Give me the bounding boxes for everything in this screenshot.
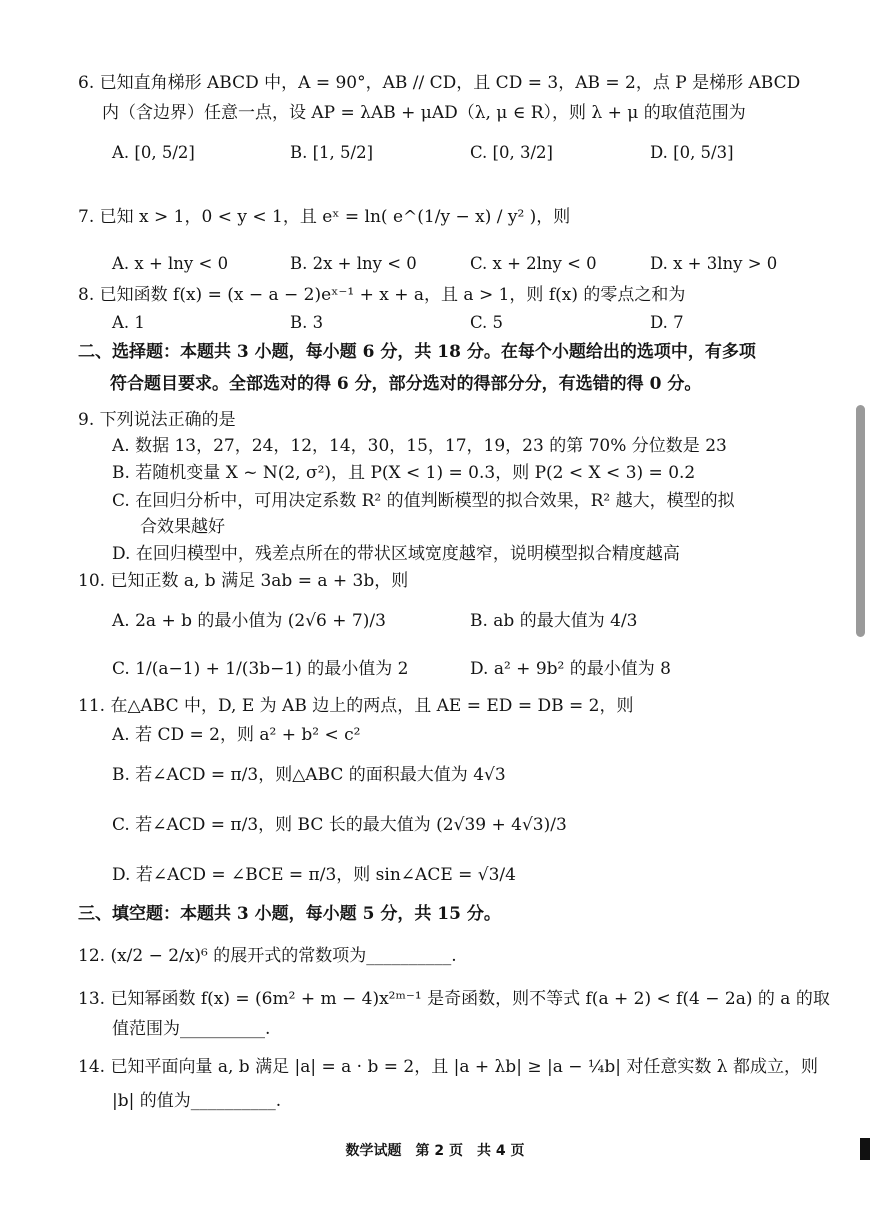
q10-option-d: D. a² + 9b² 的最小值为 8	[470, 659, 671, 679]
q6-line1: 6. 已知直角梯形 ABCD 中，A = 90°，AB // CD，且 CD = 3，AB = 2，点 P 是梯形 ABCD	[78, 73, 801, 93]
q6-option-a: A. [0, 5/2]	[112, 143, 195, 162]
q9-option-b: B. 若随机变量 X ~ N(2, σ²)，且 P(X < 1) = 0.3，则 P(2 < X < 3) = 0.2	[112, 463, 696, 483]
corner-mark	[860, 1138, 870, 1160]
q14-line2: |b| 的值为__________.	[112, 1091, 282, 1111]
q14-line1: 14. 已知平面向量 a, b 满足 |a| = a · b = 2，且 |a + λb| ≥ |a − ¼b| 对任意实数 λ 都成立，则	[78, 1057, 818, 1077]
q7-option-b: B. 2x + lny < 0	[290, 254, 417, 273]
q7-option-a: A. x + lny < 0	[112, 254, 229, 273]
q9-option-c-line1: C. 在回归分析中，可用决定系数 R² 的值判断模型的拟合效果，R² 越大，模型的拟	[112, 491, 735, 511]
q12-line1: 12. (x/2 − 2/x)⁶ 的展开式的常数项为__________.	[78, 946, 457, 966]
q11-option-b: B. 若∠ACD = π/3，则△ABC 的面积最大值为 4√3	[112, 765, 506, 785]
q10-stem: 10. 已知正数 a, b 满足 3ab = a + 3b，则	[78, 571, 409, 591]
page-footer: 数学试题 第 2 页 共 4 页	[345, 1143, 525, 1159]
q10-option-b: B. ab 的最大值为 4/3	[470, 611, 638, 631]
q9-option-d: D. 在回归模型中，残差点所在的带状区域宽度越窄，说明模型拟合精度越高	[112, 544, 680, 564]
q6-option-d: D. [0, 5/3]	[650, 143, 734, 162]
q6-line2: 内（含边界）任意一点，设 AP = λAB + μAD（λ, μ ∈ R），则 λ + μ 的取值范围为	[102, 103, 746, 123]
q8-line1: 8. 已知函数 f(x) = (x − a − 2)eˣ⁻¹ + x + a，且 a > 1，则 f(x) 的零点之和为	[78, 285, 686, 305]
q8-option-a: A. 1	[112, 313, 145, 332]
q11-stem: 11. 在△ABC 中，D, E 为 AB 边上的两点，且 AE = ED = DB = 2，则	[78, 696, 634, 716]
section2-heading-line1: 二、选择题：本题共 3 小题，每小题 6 分，共 18 分。在每个小题给出的选项中，有多项	[78, 342, 756, 362]
q6-option-b: B. [1, 5/2]	[290, 143, 374, 162]
q13-line1: 13. 已知幂函数 f(x) = (6m² + m − 4)x²ᵐ⁻¹ 是奇函数，则不等式 f(a + 2) < f(4 − 2a) 的 a 的取	[78, 989, 830, 1009]
q8-option-c: C. 5	[470, 313, 504, 332]
q7-option-d: D. x + 3lny > 0	[650, 254, 778, 273]
q7-option-c: C. x + 2lny < 0	[470, 254, 597, 273]
q13-line2: 值范围为__________.	[112, 1019, 271, 1039]
q9-option-a: A. 数据 13，27，24，12，14，30，15，17，19，23 的第 70% 分位数是 23	[112, 436, 727, 456]
q7-line1: 7. 已知 x > 1，0 < y < 1，且 eˣ = ln( e^(1/y − x) / y² )，则	[78, 207, 571, 227]
section2-heading-line2: 符合题目要求。全部选对的得 6 分，部分选对的得部分分，有选错的得 0 分。	[110, 374, 702, 394]
q10-option-c: C. 1/(a−1) + 1/(3b−1) 的最小值为 2	[112, 659, 409, 679]
q6-option-c: C. [0, 3/2]	[470, 143, 553, 162]
q10-option-a: A. 2a + b 的最小值为 (2√6 + 7)/3	[112, 611, 386, 631]
q9-stem: 9. 下列说法正确的是	[78, 410, 236, 430]
q8-option-b: B. 3	[290, 313, 324, 332]
q11-option-a: A. 若 CD = 2，则 a² + b² < c²	[112, 725, 361, 745]
q9-option-c-line2: 合效果越好	[140, 517, 225, 537]
scrollbar-thumb[interactable]	[856, 405, 865, 637]
q11-option-c: C. 若∠ACD = π/3，则 BC 长的最大值为 (2√39 + 4√3)/3	[112, 815, 567, 835]
section3-heading: 三、填空题：本题共 3 小题，每小题 5 分，共 15 分。	[78, 904, 501, 924]
q8-option-d: D. 7	[650, 313, 684, 332]
q11-option-d: D. 若∠ACD = ∠BCE = π/3，则 sin∠ACE = √3/4	[112, 865, 516, 885]
